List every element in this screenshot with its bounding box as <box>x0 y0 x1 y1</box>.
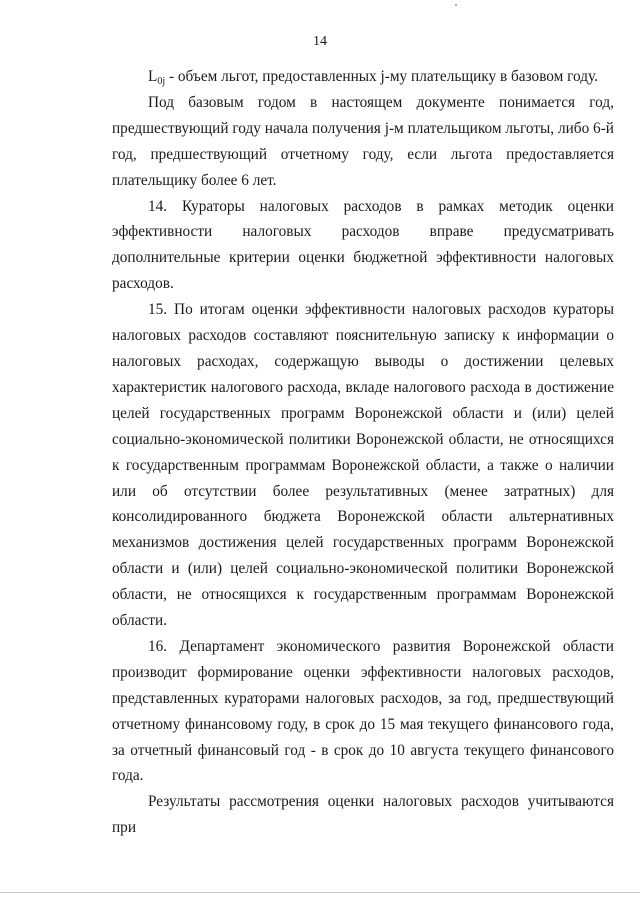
paragraph-clause-15: 15. По итогам оценки эффективности налоговых расходов кураторы налоговых расходов составляют пояснительную записку к информации о налоговых расходах, содержащую выводы о достижении целевых характеристик налогового расхода, вкладе налогового расхода в достижение целей государственных программ Воронежской области и (или) целей социально-экономической политики Воронежской области, не относящихся к государственным программам Воронежской области, а также о наличии или об отсутствии более результативных (менее затратных) для консолидированного бюджета Воронежской области альтернативных механизмов достижения целей государственных программ Воронежской области и (или) целей социально-экономической политики Воронежской области, не относящихся к государственным программам Воронежской области. <box>112 301 614 630</box>
paragraph-text: - объем льгот, предоставленных j-му плательщику в базовом году. <box>165 68 598 85</box>
document-body <box>112 64 614 841</box>
paragraph-clause-14: 14. Кураторы налоговых расходов в рамках методик оценки эффективности налоговых расходов вправе предусматривать дополнительные критерии оценки бюджетной эффективности налоговых расходов. <box>112 197 614 293</box>
paragraph-base-year: Под базовым годом в настоящем документе понимается год, предшествующий году начала получения j-м плательщиком льготы, либо 6-й год, предшествующий отчетному году, если льгота предоставляется плательщику более 6 лет. <box>112 93 614 189</box>
paragraph-loj-definition <box>112 64 614 90</box>
paragraph-clause-16: 16. Департамент экономического развития Воронежской области производит формирование оценки эффективности налоговых расходов, представленных кураторами налоговых расходов, за год, предшествующий отчетному финансовому году, в срок до 15 мая текущего финансового года, за отчетный финансовый год - в срок до 10 августа текущего финансового года. <box>112 637 614 785</box>
formula-subscript: 0j <box>157 76 166 87</box>
page-number: 14 <box>313 34 327 49</box>
scan-speck <box>455 4 457 6</box>
page-bottom-edge <box>0 892 640 893</box>
paragraph-results: Результаты рассмотрения оценки налоговых расходов учитываются при <box>112 793 614 837</box>
formula-symbol: L <box>148 68 158 85</box>
